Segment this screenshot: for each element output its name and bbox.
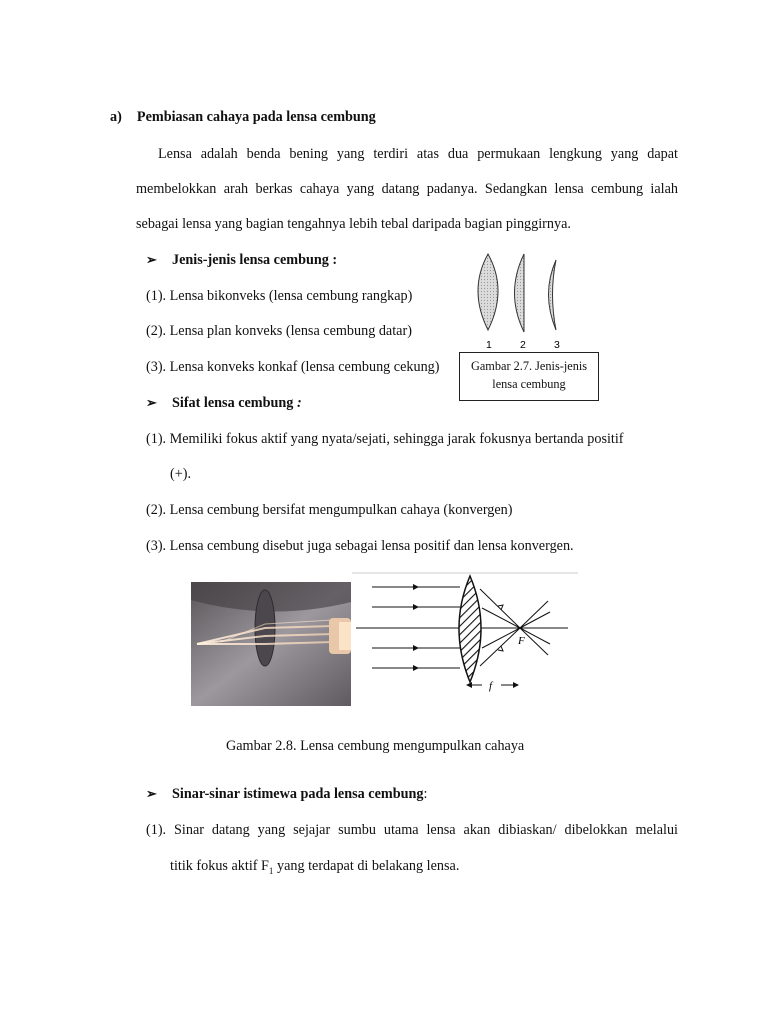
biconvex-lens [478, 254, 498, 330]
jenis-heading-text: Jenis-jenis lensa cembung : [172, 252, 338, 268]
lens-types-figure [462, 248, 602, 354]
arrowhead-bullet-icon: ➢ [146, 395, 157, 410]
sinar-heading-text: Sinar-sinar istimewa pada lensa cembung [172, 786, 424, 802]
intro-line-3: sebagai lensa yang bagian tengahnya lebih tebal daripada bagian pinggirnya. [136, 216, 571, 232]
sifat-item-1-line-2: (+). [170, 466, 191, 482]
intro-line-2: membelokkan arah berkas cahaya yang datang padanya. Sedangkan lensa cembung ialah [136, 181, 678, 197]
sifat-heading [146, 395, 302, 412]
sinar-heading [146, 786, 427, 803]
figure-2-7-caption [459, 352, 599, 401]
arrowhead-bullet-icon: ➢ [146, 786, 157, 801]
concavo-convex-lens [549, 260, 557, 330]
section-heading [110, 109, 376, 126]
sifat-heading-text: Sifat lensa cembung [172, 395, 294, 411]
sinar-line-2-end: yang terdapat di belakang lensa. [273, 858, 460, 874]
arrowhead-bullet-icon: ➢ [146, 252, 157, 267]
sifat-item-3: (3). Lensa cembung disebut juga sebagai lensa positif dan lensa konvergen. [146, 538, 574, 554]
sifat-item-1-line-1: (1). Memiliki fokus aktif yang nyata/sejati, sehingga jarak fokusnya bertanda positif [146, 431, 624, 447]
jenis-item-3: (3). Lensa konveks konkaf (lensa cembung cekung) [146, 359, 440, 375]
caption-line-2: lensa cembung [492, 377, 566, 391]
figure-2-8-caption: Gambar 2.8. Lensa cembung mengumpulkan cahaya [226, 738, 525, 754]
sifat-heading-colon: : [293, 395, 302, 411]
sifat-item-2: (2). Lensa cembung bersifat mengumpulkan cahaya (konvergen) [146, 502, 513, 518]
lens-label-3: 3 [554, 339, 560, 351]
intro-line-1: Lensa adalah benda bening yang terdiri atas dua permukaan lengkung yang dapat [158, 146, 678, 162]
sinar-line-2-start: titik fokus aktif F [170, 858, 269, 874]
section-marker: a) [110, 109, 122, 125]
focus-point-label: F [518, 635, 525, 647]
sinar-item-1-line-1: (1). Sinar datang yang sejajar sumbu utama lensa akan dibiaskan/ dibelokkan melalui [146, 822, 678, 838]
focal-length-label: f [489, 680, 493, 692]
plano-convex-lens [515, 254, 525, 332]
sinar-heading-colon: : [423, 786, 428, 802]
jenis-item-2: (2). Lensa plan konveks (lensa cembung datar) [146, 323, 412, 339]
jenis-item-1: (1). Lensa bikonveks (lensa cembung rangkap) [146, 288, 413, 304]
sinar-item-1-line-2 [170, 858, 459, 876]
lens-photo [191, 582, 351, 706]
section-title: Pembiasan cahaya pada lensa cembung [136, 109, 376, 125]
hatched-convex-lens [459, 576, 481, 682]
lens-label-2: 2 [520, 339, 526, 351]
lens-label-1: 1 [486, 339, 492, 351]
jenis-heading [146, 252, 337, 269]
focus-subscript: 1 [268, 865, 274, 876]
convergence-diagram [352, 572, 578, 696]
caption-line-1: Gambar 2.7. Jenis-jenis [470, 359, 588, 373]
